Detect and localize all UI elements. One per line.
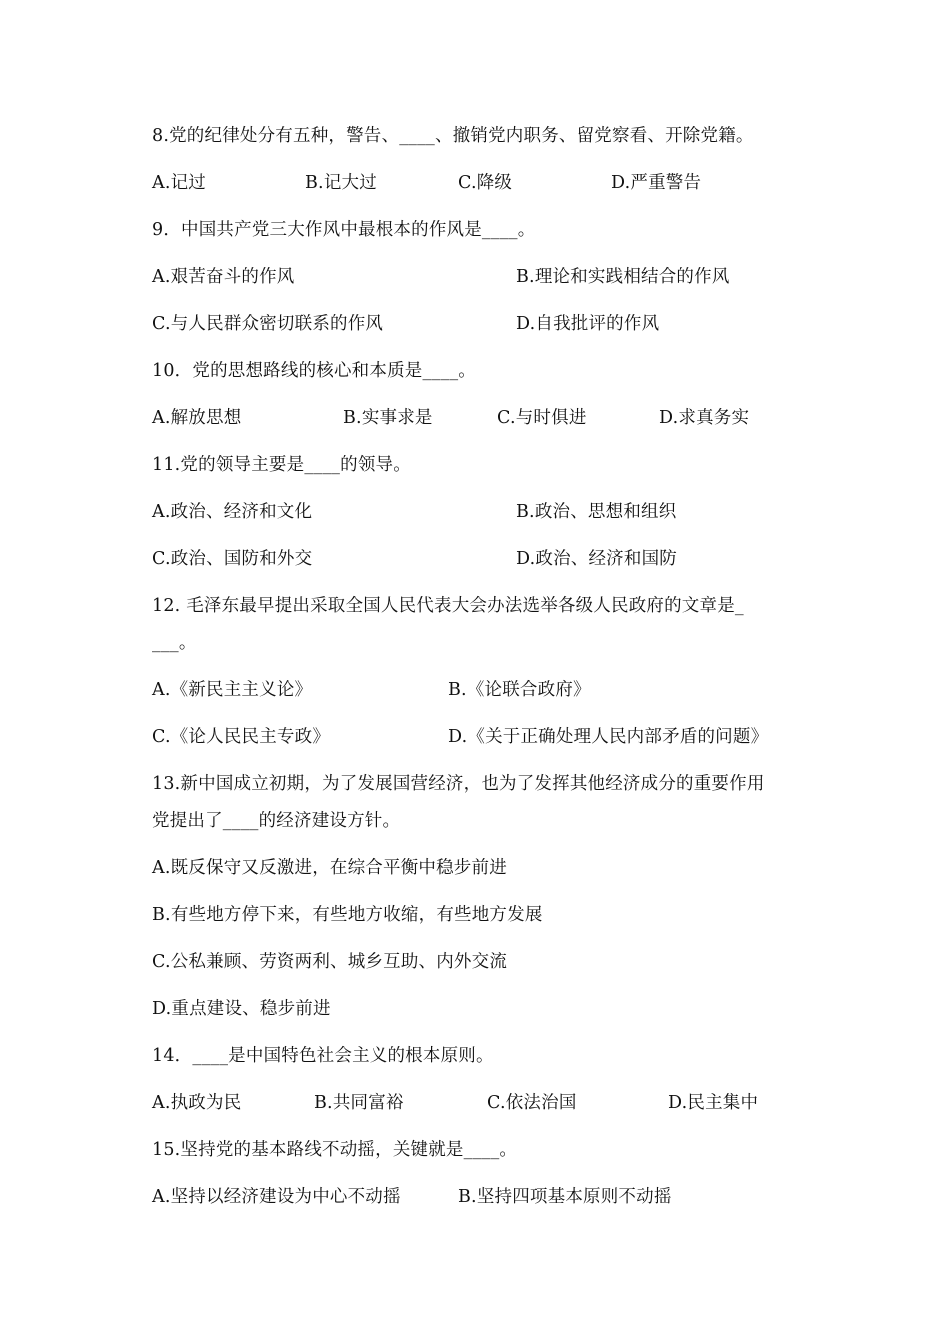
question-13-option-b: B.有些地方停下来，有些地方收缩，有些地方发展 [152, 905, 543, 925]
question-13-stem-line-1: 13.新中国成立初期，为了发展国营经济，也为了发挥其他经济成分的重要作用 [152, 774, 765, 794]
question-14-option-a: A.执政为民 [152, 1093, 242, 1113]
question-9-option-a: A.艰苦奋斗的作风 [152, 267, 295, 287]
question-15-option-b: B.坚持四项基本原则不动摇 [458, 1187, 672, 1207]
question-11-option-c: C.政治、国防和外交 [152, 549, 313, 569]
question-13-option-c: C.公私兼顾、劳资两利、城乡互助、内外交流 [152, 952, 508, 972]
question-12-stem-line-2: ___。 [152, 633, 197, 653]
question-12-option-d: D.《关于正确处理人民内部矛盾的问题》 [448, 727, 769, 747]
question-10-option-d: D.求真务实 [659, 408, 750, 428]
question-13-option-a: A.既反保守又反激进，在综合平衡中稳步前进 [152, 858, 507, 878]
question-10-stem: 10．党的思想路线的核心和本质是____。 [152, 361, 476, 381]
question-12-option-a: A.《新民主主义论》 [152, 680, 313, 700]
question-9-option-c: C.与人民群众密切联系的作风 [152, 314, 384, 334]
question-14-stem: 14．____是中国特色社会主义的根本原则。 [152, 1046, 494, 1066]
question-12-option-c: C.《论人民民主专政》 [152, 727, 331, 747]
question-12-stem-line-1: 12. 毛泽东最早提出采取全国人民代表大会办法选举各级人民政府的文章是_ [152, 596, 744, 616]
question-10-option-c: C.与时俱进 [497, 408, 587, 428]
question-8-option-b: B.记大过 [305, 173, 377, 193]
question-9-stem: 9．中国共产党三大作风中最根本的作风是____。 [152, 220, 536, 240]
question-13-stem-line-2: 党提出了____的经济建设方针。 [152, 811, 401, 831]
question-8-option-d: D.严重警告 [611, 173, 702, 193]
question-14-option-b: B.共同富裕 [314, 1093, 404, 1113]
question-14-option-c: C.依法治国 [487, 1093, 577, 1113]
question-9-option-d: D.自我批评的作风 [516, 314, 660, 334]
question-15-stem: 15.坚持党的基本路线不动摇，关键就是____。 [152, 1140, 518, 1160]
question-11-option-a: A.政治、经济和文化 [152, 502, 313, 522]
question-15-option-a: A.坚持以经济建设为中心不动摇 [152, 1187, 401, 1207]
question-10-option-b: B.实事求是 [343, 408, 433, 428]
question-10-option-a: A.解放思想 [152, 408, 242, 428]
question-11-option-d: D.政治、经济和国防 [516, 549, 677, 569]
question-9-option-b: B.理论和实践相结合的作风 [516, 267, 730, 287]
question-13-option-d: D.重点建设、稳步前进 [152, 999, 331, 1019]
question-8-stem: 8.党的纪律处分有五种，警告、____、撤销党内职务、留党察看、开除党籍。 [152, 126, 754, 146]
question-8-option-a: A.记过 [152, 173, 207, 193]
question-11-option-b: B.政治、思想和组织 [516, 502, 677, 522]
question-8-option-c: C.降级 [458, 173, 513, 193]
question-11-stem: 11.党的领导主要是____的领导。 [152, 455, 411, 475]
question-14-option-d: D.民主集中 [668, 1093, 759, 1113]
question-12-option-b: B.《论联合政府》 [448, 680, 591, 700]
